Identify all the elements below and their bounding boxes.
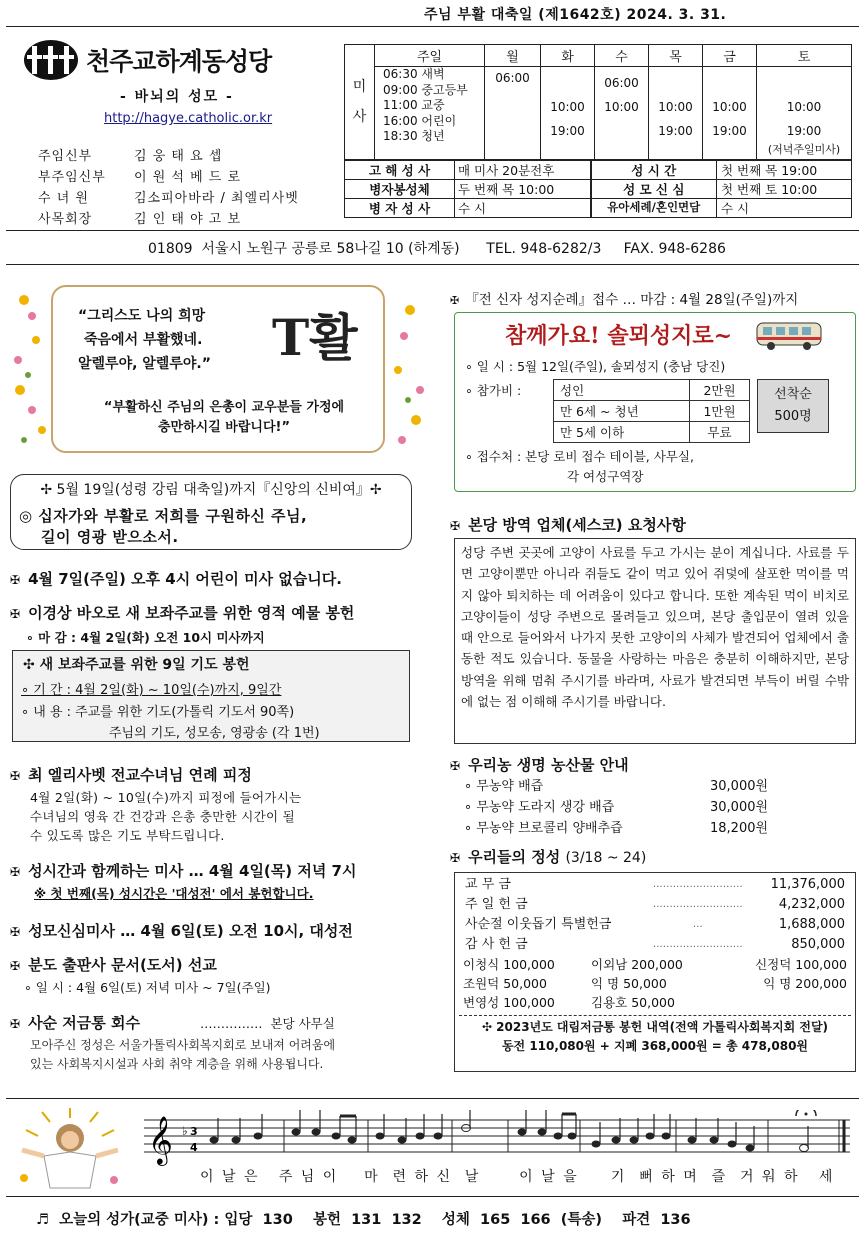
svg-text:♭: ♭	[182, 1124, 188, 1138]
advent-note-total: 동전 110,080원 + 지폐 368,000원 = 총 478,080원	[501, 1039, 809, 1053]
svg-text:4: 4	[190, 1141, 198, 1154]
notice-children-mass: ✠ 4월 7일(주일) 오후 4시 어린이 미사 없습니다.	[10, 570, 342, 588]
fee-table: 성인 2만원 만 6세 ~ 청년 1만원 만 5세 이하 무료	[553, 379, 750, 443]
notice-bishop-deadline: ∘ 마 감 : 4월 2일(화) 오전 10시 미사까지	[26, 630, 265, 645]
pilgrimage-reception2: 각 여성구역장	[567, 469, 644, 484]
donor-table: 이청식 100,000 이외남 200,000 신정덕 100,000 조원덕 50,000 익 명 50,000 익 명 200,000 변영성 100,000 김용호 50,000	[463, 957, 847, 1010]
pilgrimage-fee-label: ∘ 참가비 :	[465, 383, 522, 398]
music-staff	[144, 1110, 852, 1166]
produce-heading: ✠ 우리농 생명 농산물 안내	[450, 756, 629, 774]
sacrament-table: 고 해 성 사 매 미사 20분전후 성 시 간 첫 번째 목 19:00 병자봉성체 두 번째 목 10:00 성 모 신 심 첫 번째 토 10:00 병 자 성 사 수 시 유아세례/혼인면담 수 시	[344, 160, 852, 218]
greeting-line1: “그리스도 나의 희망	[78, 308, 206, 324]
novena-period: ∘ 기 간 : 4월 2일(화) ~ 10일(수)까지, 9일간	[21, 683, 282, 698]
mass-schedule-table: 미 사 주일 월 화 수 목 금 토 06:30 새벽 09:00 중고등부 11:00 교중 16:00 어린이 18:30 청년 06:00 10:00 19:00 06:00 10:00 10:00 19:00 10:00 19:00 10:00 19:00 (저녁주일미사)	[344, 44, 852, 160]
parish-name: 천주교하계동성당	[86, 47, 272, 76]
offering-table: 교 무 금 ……………………… 11,376,000 주 일 헌 금 ……………………… 4,232,000 사순절 이웃돕기 특별헌금 … 1,688,000 감 사 헌 금 ……………………… 850,000	[465, 877, 845, 952]
produce-table: ∘ 무농약 배즙 30,000원 ∘ 무농약 도라지 생강 배즙 30,000원 ∘ 무농약 브로콜리 양배추즙 18,200원	[464, 779, 769, 836]
greeting-line4: “부활하신 주님의 은총이 교우분들 가정에	[103, 400, 345, 415]
prayer-box	[10, 474, 412, 550]
offering-heading: ✠ 우리들의 정성 (3/18 ~ 24)	[450, 848, 647, 866]
pilgrimage-heading: ✠ 『전 신자 성지순례』접수 … 마감 : 4월 28일(주일)까지	[450, 292, 799, 308]
prayer-line2: 길이 영광 받으소서.	[41, 528, 179, 546]
easter-calligraphy: T활	[272, 308, 358, 367]
pest-heading: ✠ 본당 방역 업체(세스코) 요청사항	[450, 516, 686, 534]
greeting-line2: 죽음에서 부활했네.	[84, 332, 203, 348]
greeting-line3: 알렐루야, 알렐루야.”	[78, 356, 211, 372]
risen-jesus-illustration	[10, 1108, 130, 1190]
parish-url-link[interactable]: http://hagye.catholic.or.kr	[104, 111, 273, 126]
offering-box	[454, 872, 856, 1072]
svg-text:3: 3	[190, 1125, 198, 1138]
address-line: 01809 서울시 노원구 공릉로 58나길 10 (하계동) TEL. 948-6282/3 FAX. 948-6286	[148, 241, 726, 257]
notice-sister-retreat: ✠ 최 엘리사벳 전교수녀님 연례 피정	[10, 766, 252, 784]
notice-lent-box-place: …………… 본당 사무실	[200, 1016, 335, 1031]
parish-patron: - 바뇌의 성모 -	[120, 89, 234, 105]
notice-holy-hour-note: ※ 첫 번째(목) 성시간은 '대성전' 에서 봉헌합니다.	[34, 886, 314, 901]
novena-content: ∘ 내 용 : 주교를 위한 기도(가톨릭 기도서 90쪽)	[21, 705, 295, 720]
parish-logo	[22, 38, 271, 82]
prayer-title: ✢ 5월 19일(성령 강림 대축일)까지『신앙의 신비여』✢	[40, 482, 382, 498]
novena-content2: 주님의 기도, 성모송, 영광송 (각 1번)	[109, 726, 320, 741]
notice-publisher: ✠ 분도 출판사 문서(도서) 선교	[10, 956, 217, 974]
issue-line: 주님 부활 대축일 (제1642호) 2024. 3. 31.	[424, 7, 727, 23]
novena-box	[12, 650, 410, 742]
todays-hymns: ♬ 오늘의 성가(교중 미사) : 입당 130 봉헌 131 132 성체 165 166 (특송) 파견 136	[36, 1212, 691, 1228]
parish-emblem-icon	[22, 38, 80, 82]
hymn-lyrics: 이 날 은 주 님 이 마 련 하 신 날 이 날 을 기 뻐 하 며 즐 거 워 하 세	[200, 1169, 835, 1185]
notice-lent-box-text: 모아주신 정성은 서울가톨릭사회복지회로 보내져 어려움에 있는 사회복지시설과 사회 취약 계층을 위해 사용됩니다.	[30, 1038, 336, 1071]
notice-sister-text: 4월 2일(화) ~ 10일(수)까지 피정에 들어가시는 수녀님의 영육 간 건강과 은총 충만한 시간이 될 수 있도록 많은 기도 부탁드립니다.	[30, 790, 302, 843]
notice-holy-hour: ✠ 성시간과 함께하는 미사 … 4월 4일(목) 저녁 7시	[10, 862, 357, 880]
first-come-badge: 선착순 500명	[757, 379, 829, 433]
advent-note-title: ✣ 2023년도 대림저금통 봉헌 내역(전액 가톨릭사회복지회 전달)	[481, 1020, 829, 1034]
greeting-line5: 충만하시길 바랍니다!”	[157, 420, 291, 435]
staff-table: 주임신부 김 웅 태 요 셉 부주임신부 이 원 석 베 드 로 수 녀 원 김소피아바라 / 최엘리사벳 사목회장 김 인 태 야 고 보	[38, 149, 299, 227]
pilgrimage-reception: ∘ 접수처 : 본당 로비 접수 테이블, 사무실,	[465, 449, 694, 464]
notice-bishop-offering: ✠ 이경상 바오로 새 보좌주교를 위한 영적 예물 봉헌	[10, 604, 355, 622]
pilgrimage-date: ∘ 일 시 : 5월 12일(주일), 솔뫼성지 (충남 당진)	[465, 359, 726, 374]
melody-notes	[210, 1125, 809, 1152]
treble-clef-icon: 𝄞	[148, 1115, 173, 1164]
novena-title: ✣ 새 보좌주교를 위한 9일 기도 봉헌	[23, 657, 250, 673]
easter-greeting	[6, 280, 430, 458]
notice-marian-mass: ✠ 성모신심미사 … 4월 6일(토) 오전 10시, 대성전	[10, 922, 353, 940]
pilgrimage-box	[454, 312, 856, 492]
prayer-line1: ◎ 십자가와 부활로 저희를 구원하신 주님,	[19, 507, 308, 525]
bus-icon	[755, 319, 825, 353]
notice-publisher-date: ∘ 일 시 : 4월 6일(토) 저녁 미사 ~ 7일(주일)	[24, 980, 271, 995]
pilgrimage-banner: 참께가요! 솔뫼성지로~	[505, 323, 733, 349]
notice-lent-box: ✠ 사순 저금통 회수	[10, 1014, 140, 1032]
pest-notice-text: 성당 주변 곳곳에 고양이 사료를 두고 가시는 분이 계십니다. 사료를 두면 고양이뿐만 아니라 쥐들도 같이 먹고 있어 쥐덫에 살포한 먹이를 먹지 않아 퇴치하는 데 어려움이 있다고 합니다. 또한 계속된 먹이 비치로 고양이들이 성당 주변으로 몰려들고 있으며, 본당 출입문이 열려 있을 때 안으로 들어와서 나가지 못한 고양이의 사체가 발견되어 업체에서 출동한 적도 있습니다. 동물을 사랑하는 마음은 충분히 이해하지만, 본당 방역을 위해 멈춰 주시기를 바라며, 사료가 발견되면 부득이 버릴 수밖에 없는 점 이해해 주시기를 바랍니다.	[454, 538, 856, 744]
